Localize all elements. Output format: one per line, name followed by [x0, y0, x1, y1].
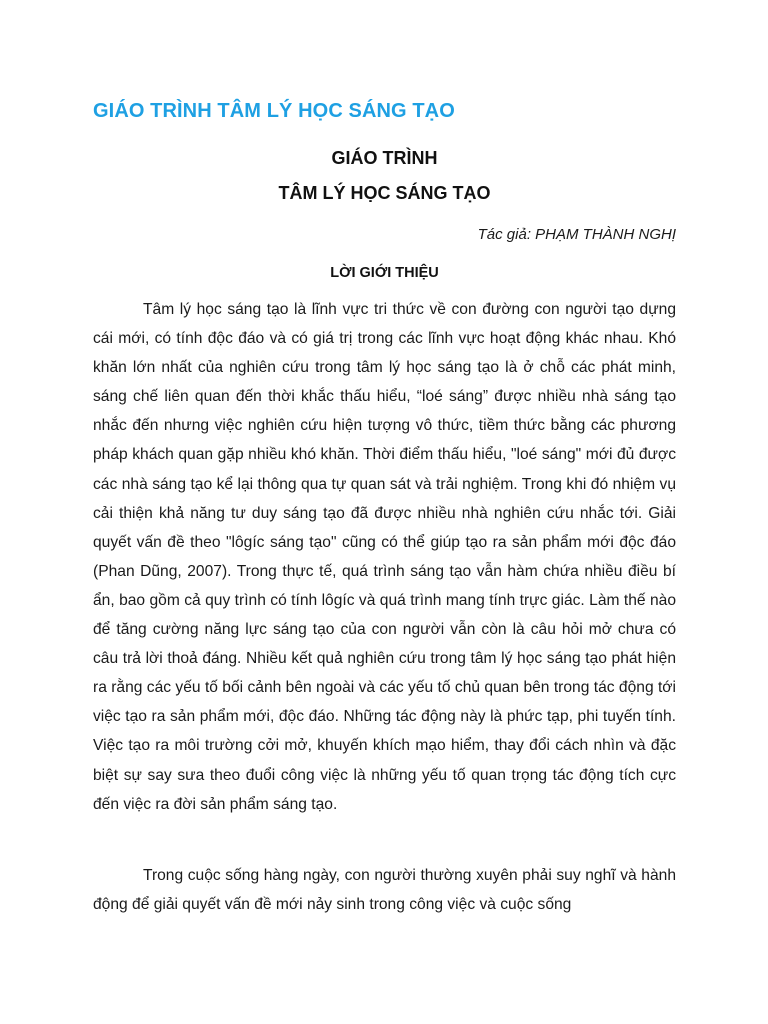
document-heading: GIÁO TRÌNH TÂM LÝ HỌC SÁNG TẠO	[93, 100, 455, 122]
author-line: Tác giả: PHẠM THÀNH NGHỊ	[477, 226, 676, 243]
title-line-2: TÂM LÝ HỌC SÁNG TẠO	[278, 183, 491, 203]
body-paragraph-1: Tâm lý học sáng tạo là lĩnh vực tri thức về con đường con người tạo dựng cái mới, có tính độc đáo và có giá trị trong các lĩnh vực hoạt động khác nhau. Khó khăn lớn nhất của nghiên cứu trong tâm lý học sáng tạo là ở chỗ các phát minh, sáng chế liên quan đến thời khắc thấu hiểu, “loé sáng” được nhiều nhà sáng tạo nhắc đến nhưng việc nghiên cứu hiện tượng vô thức, tiềm thức bằng các phương pháp khách quan gặp nhiều khó khăn. Thời điểm thấu hiểu, "loé sáng" mới đủ được các nhà sáng tạo kể lại thông qua tự quan sát và trải nghiệm. Trong khi đó nhiệm vụ cải thiện khả năng tư duy sáng tạo đã được nhiều nhà nghiên cứu nhắc tới. Giải quyết vấn đề theo "lôgíc sáng tạo" cũng có thể giúp tạo ra sản phẩm mới độc đáo (Phan Dũng, 2007). Trong thực tế, quá trình sáng tạo vẫn hàm chứa nhiều điều bí ẩn, bao gồm cả quy trình có tính lôgíc và quá trình mang tính trực giác. Làm thế nào để tăng cường năng lực sáng tạo của con người vẫn còn là câu hỏi mở chưa có câu trả lời thoả đáng. Nhiều kết quả nghiên cứu trong tâm lý học sáng tạo phát hiện ra rằng các yếu tố bối cảnh bên ngoài và các yếu tố chủ quan bên trong tác động tới việc tạo ra sản phẩm mới, độc đáo. Những tác động này là phức tạp, phi tuyến tính. Việc tạo ra môi trường cởi mở, khuyến khích mạo hiểm, thay đổi cách nhìn và đặc biệt sự say sưa theo đuổi công việc là những yếu tố quan trọng tác động tích cực đến việc ra đời sản phẩm sáng tạo.	[93, 301, 676, 813]
body-paragraph-2: Trong cuộc sống hàng ngày, con người thường xuyên phải suy nghĩ và hành động để giải quyết vấn đề mới nảy sinh trong công việc và cuộc sống	[93, 867, 676, 914]
section-heading: LỜI GIỚI THIỆU	[330, 265, 439, 281]
title-line-1: GIÁO TRÌNH	[331, 148, 438, 168]
